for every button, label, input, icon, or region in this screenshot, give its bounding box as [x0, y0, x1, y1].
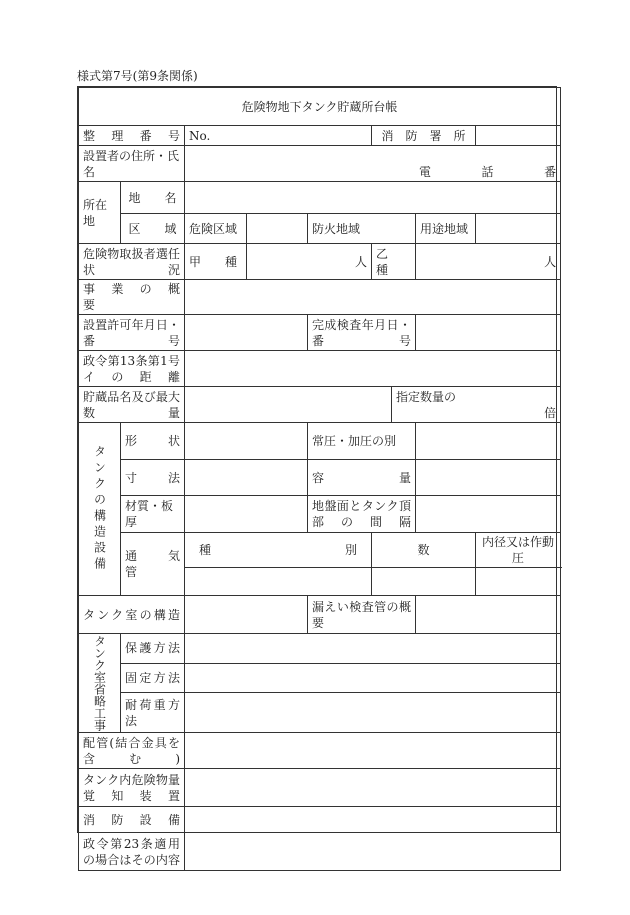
shobo-setsubi-value[interactable] — [185, 807, 561, 833]
seirei23-value[interactable] — [185, 833, 561, 871]
kyoka-label: 設置許可年月日・番号 — [79, 315, 185, 351]
sunpo-label: 寸 法 — [121, 460, 185, 496]
yoto-value[interactable] — [476, 214, 561, 244]
setchisha-label: 設置者の住所・氏名 — [79, 146, 185, 182]
shobo-value[interactable] — [476, 126, 561, 146]
seiri-no[interactable]: No. — [185, 126, 372, 146]
taika-value[interactable] — [185, 693, 561, 733]
seiri-label: 整 理 番 号 — [79, 126, 185, 146]
hogo-value[interactable] — [185, 634, 561, 664]
kansei-label: 完成検査年月日・番号 — [308, 315, 416, 351]
jigyo-value[interactable] — [185, 280, 561, 315]
toriatsukai-label: 危険物取扱者選任状況 — [79, 244, 185, 280]
tankshitsu-label: タンク室の構造 — [79, 596, 185, 634]
kakuchi-value[interactable] — [185, 769, 561, 807]
kotei-label: 固定方法 — [121, 663, 185, 693]
zaishitsu-label: 材質・板厚 — [121, 496, 185, 533]
kansei-value[interactable] — [416, 315, 561, 351]
taika-label: 耐荷重方法 — [121, 693, 185, 733]
chimei-label: 地 名 — [121, 182, 185, 214]
keijo-value[interactable] — [185, 423, 308, 460]
kakuchi-label: タンク内危険物量覚知装置 — [79, 769, 185, 807]
chozo-label: 貯蔵品名及び最大数量 — [79, 387, 185, 423]
ko-value[interactable]: 人 — [247, 244, 372, 280]
yoryo-label: 容 量 — [308, 460, 416, 496]
jiban-value[interactable] — [416, 496, 561, 533]
kuiki-label: 区 域 — [121, 214, 185, 244]
seirei13-value[interactable] — [185, 351, 561, 387]
yoto-label: 用途地域 — [416, 214, 476, 244]
zaishitsu-value[interactable] — [185, 496, 308, 533]
ko-label: 甲 種 — [185, 244, 247, 280]
naikei-value[interactable] — [476, 568, 561, 596]
su-header: 数 — [372, 533, 476, 568]
otsu-value[interactable]: 人 — [416, 244, 561, 280]
sunpo-value[interactable] — [185, 460, 308, 496]
haikan-label: 配管(結合金具を含む) — [79, 733, 185, 769]
ledger-table — [78, 87, 561, 871]
shu-header: 種 別 — [185, 533, 372, 568]
yoryo-value[interactable] — [416, 460, 561, 496]
naikei-header: 内径又は作動圧 — [476, 533, 561, 568]
kiken-value[interactable] — [247, 214, 308, 244]
form-caption: 様式第7号(第9条関係) — [77, 69, 198, 83]
otsu-label: 乙 種 — [372, 244, 416, 280]
shitei-label: 指定数量の — [396, 389, 457, 404]
roei-value[interactable] — [416, 596, 561, 634]
su-value[interactable] — [372, 568, 476, 596]
ledger-form — [77, 86, 557, 867]
jigyo-label: 事 業 の 概 要 — [79, 280, 185, 315]
joatsu-value[interactable] — [416, 423, 561, 460]
shobo-setsubi-label: 消 防 設 備 — [79, 807, 185, 833]
jiban-label: 地盤面とタンク頂部の間隔 — [308, 496, 416, 533]
seirei23-label: 政令第23条適用の場合はその内容 — [79, 833, 185, 871]
bai-label: 倍 — [544, 405, 557, 420]
shozaichi-label: 所在地 — [79, 182, 121, 244]
chimei-value[interactable] — [185, 182, 561, 214]
shu-value[interactable] — [185, 568, 372, 596]
kyoka-value[interactable] — [185, 315, 308, 351]
joatsu-label: 常圧・加圧の別 — [308, 423, 416, 460]
setchisha-value[interactable] — [185, 146, 561, 182]
chozo-value[interactable] — [185, 387, 392, 423]
kiken-label: 危険区域 — [185, 214, 247, 244]
denwa-label: 電 話 番 — [419, 164, 557, 179]
seirei13-label: 政令第13条第1号イの距離 — [79, 351, 185, 387]
boka-label: 防火地域 — [308, 214, 416, 244]
form-title: 危険物地下タンク貯蔵所台帳 — [79, 88, 561, 126]
kotei-value[interactable] — [185, 663, 561, 693]
shoryaku-group-label: タンク室省略工事 — [79, 634, 121, 733]
tank-group-label: タンクの構造設備 — [79, 423, 121, 596]
shobo-label: 消 防 署 所 — [372, 126, 476, 146]
tsuki-label: 通 気 管 — [121, 533, 185, 596]
keijo-label: 形 状 — [121, 423, 185, 460]
haikan-value[interactable] — [185, 733, 561, 769]
roei-label: 漏えい検査管の概要 — [308, 596, 416, 634]
shitei-cell[interactable] — [392, 387, 561, 423]
hogo-label: 保護方法 — [121, 634, 185, 664]
tankshitsu-value[interactable] — [185, 596, 308, 634]
